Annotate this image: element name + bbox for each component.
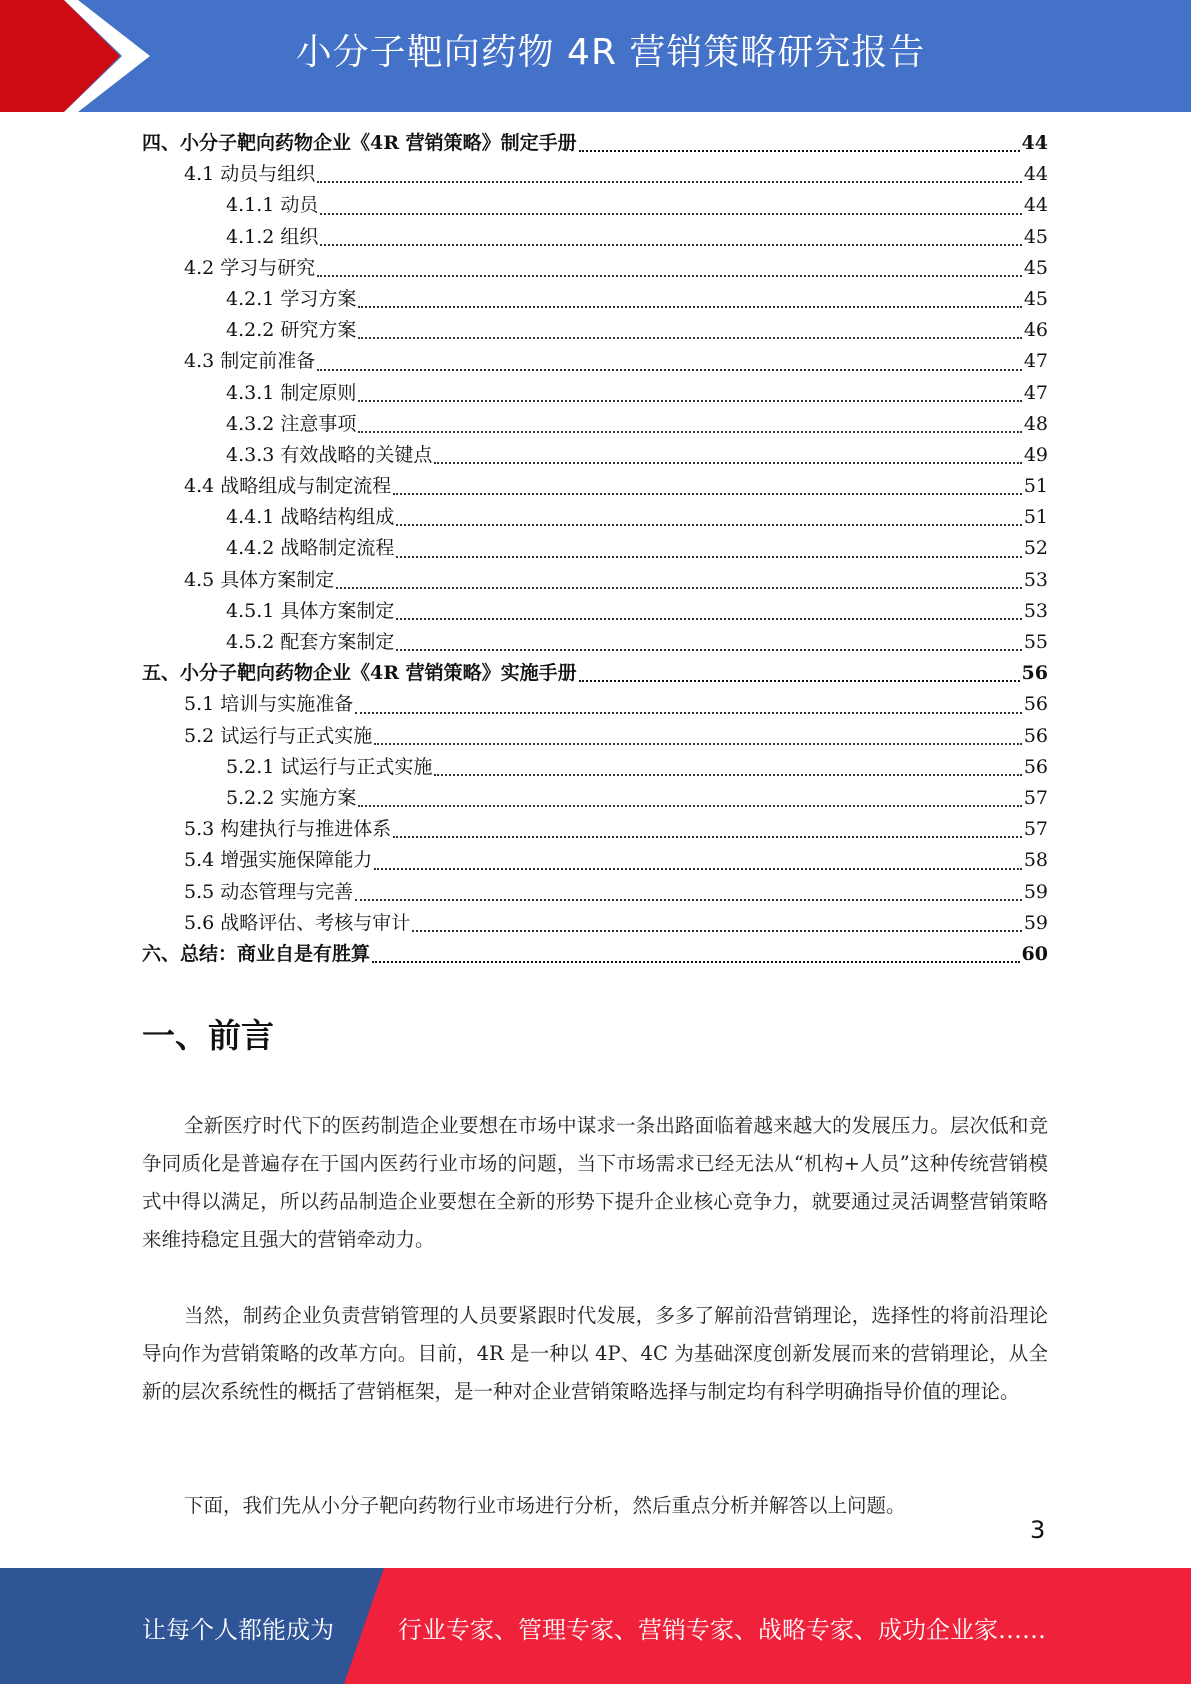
toc-entry-page: 51 bbox=[1023, 506, 1048, 529]
intro-paragraph-2: 当然，制药企业负责营销管理的人员要紧跟时代发展，多多了解前沿营销理论，选择性的将前沿理论导向作为营销策略的改革方向。目前，4R 是一种以 4P、4C 为基础深度创新发展而来的营销理论，从全新的层次系统性的概括了营销框架，是一种对企业营销策略选择与制定均有科学明确指导价值的理论。 bbox=[142, 1304, 1048, 1403]
toc-entry-page: 60 bbox=[1021, 942, 1048, 965]
toc-entry-page: 56 bbox=[1021, 662, 1048, 685]
toc-dot-leader bbox=[320, 236, 1021, 246]
toc-dot-leader bbox=[396, 516, 1021, 526]
intro-paragraph-1: 全新医疗时代下的医药制造企业要想在市场中谋求一条出路面临着越来越大的发展压力。层次低和竞争同质化是普遍存在于国内医药行业市场的问题，当下市场需求已经无法从“机构+人员”这种传统营销模式中得以满足，所以药品制造企业要想在全新的形势下提升企业核心竞争力，就要通过灵活调整营销策略来维持稳定且强大的营销牵动力。 bbox=[142, 1114, 1048, 1251]
toc-entry-page: 55 bbox=[1023, 631, 1048, 653]
toc-entry-label: 4.5 具体方案制定 bbox=[184, 568, 335, 591]
toc-entry-label: 5.2.2 实施方案 bbox=[226, 786, 357, 809]
toc-dot-leader bbox=[579, 142, 1020, 152]
toc-entry[interactable] bbox=[142, 128, 1048, 159]
toc-entry[interactable] bbox=[142, 627, 1048, 658]
toc-dot-leader bbox=[320, 205, 1021, 215]
toc-entry[interactable] bbox=[142, 159, 1048, 190]
toc-entry-label: 4.3.1 制定原则 bbox=[226, 381, 357, 404]
toc-entry-label: 5.1 培训与实施准备 bbox=[184, 693, 354, 716]
toc-entry-page: 44 bbox=[1023, 194, 1048, 217]
toc-entry-label: 4.4.1 战略结构组成 bbox=[226, 506, 395, 529]
toc-dot-leader bbox=[317, 173, 1022, 183]
toc-entry[interactable] bbox=[142, 939, 1048, 970]
toc-entry-label: 5.5 动态管理与完善 bbox=[184, 880, 354, 903]
table-of-contents bbox=[142, 128, 1048, 970]
toc-entry-label: 4.3 制定前准备 bbox=[184, 350, 316, 373]
toc-entry[interactable] bbox=[142, 783, 1048, 814]
toc-dot-leader bbox=[358, 298, 1021, 308]
toc-dot-leader bbox=[434, 766, 1021, 776]
toc-entry-page: 52 bbox=[1023, 537, 1048, 560]
toc-entry-page: 45 bbox=[1023, 256, 1048, 279]
toc-dot-leader bbox=[358, 392, 1021, 402]
toc-dot-leader bbox=[355, 891, 1022, 901]
toc-entry-page: 56 bbox=[1023, 724, 1048, 747]
footer-slogan-left: 让每个人都能成为 bbox=[142, 1616, 334, 1644]
toc-entry-label: 4.3.3 有效战略的关键点 bbox=[226, 443, 433, 466]
toc-entry[interactable] bbox=[142, 721, 1048, 752]
toc-dot-leader bbox=[374, 735, 1022, 745]
toc-entry-page: 46 bbox=[1023, 319, 1048, 342]
toc-dot-leader bbox=[579, 672, 1020, 682]
toc-entry[interactable] bbox=[142, 440, 1048, 471]
toc-entry[interactable] bbox=[142, 315, 1048, 346]
toc-entry-page: 48 bbox=[1023, 412, 1048, 435]
page-footer bbox=[0, 1568, 1191, 1684]
toc-entry[interactable] bbox=[142, 689, 1048, 720]
toc-entry[interactable] bbox=[142, 845, 1048, 876]
toc-entry-label: 五、小分子靶向药物企业《4R 营销策略》实施手册 bbox=[142, 662, 577, 685]
toc-entry[interactable] bbox=[142, 814, 1048, 845]
toc-entry-label: 5.6 战略评估、考核与审计 bbox=[184, 911, 411, 934]
toc-entry[interactable] bbox=[142, 908, 1048, 939]
toc-entry[interactable] bbox=[142, 596, 1048, 627]
toc-entry-label: 4.1.2 组织 bbox=[226, 225, 319, 248]
page-header bbox=[0, 0, 1191, 112]
toc-entry[interactable] bbox=[142, 222, 1048, 253]
toc-entry-page: 57 bbox=[1023, 786, 1048, 809]
intro-paragraph-3: 下面，我们先从小分子靶向药物行业市场进行分析，然后重点分析并解答以上问题。 bbox=[184, 1494, 906, 1517]
toc-entry-label: 4.4 战略组成与制定流程 bbox=[184, 475, 392, 498]
toc-entry-page: 53 bbox=[1023, 599, 1048, 622]
toc-entry-page: 51 bbox=[1023, 475, 1048, 498]
toc-entry-label: 4.2.1 学习方案 bbox=[226, 287, 357, 310]
toc-entry[interactable] bbox=[142, 533, 1048, 564]
toc-entry[interactable] bbox=[142, 752, 1048, 783]
toc-entry-label: 4.2.2 研究方案 bbox=[226, 319, 357, 342]
toc-entry[interactable] bbox=[142, 409, 1048, 440]
toc-dot-leader bbox=[396, 548, 1021, 558]
toc-entry-page: 45 bbox=[1023, 225, 1048, 248]
toc-entry[interactable] bbox=[142, 565, 1048, 596]
toc-dot-leader bbox=[336, 579, 1022, 589]
toc-entry[interactable] bbox=[142, 253, 1048, 284]
toc-dot-leader bbox=[396, 641, 1021, 651]
toc-entry-label: 5.2 试运行与正式实施 bbox=[184, 724, 373, 747]
toc-entry[interactable] bbox=[142, 658, 1048, 689]
toc-dot-leader bbox=[396, 610, 1021, 620]
toc-entry[interactable] bbox=[142, 378, 1048, 409]
toc-dot-leader bbox=[393, 828, 1022, 838]
toc-entry-label: 4.1 动员与组织 bbox=[184, 163, 316, 186]
section-heading: 一、前言 bbox=[142, 1016, 274, 1055]
toc-entry-label: 5.3 构建执行与推进体系 bbox=[184, 818, 392, 841]
toc-entry-label: 4.5.1 具体方案制定 bbox=[226, 599, 395, 622]
toc-entry-page: 57 bbox=[1023, 818, 1048, 841]
toc-entry[interactable] bbox=[142, 502, 1048, 533]
toc-dot-leader bbox=[358, 423, 1021, 433]
toc-entry-label: 4.5.2 配套方案制定 bbox=[226, 631, 395, 653]
toc-entry-page: 44 bbox=[1023, 163, 1048, 186]
toc-entry-page: 49 bbox=[1023, 443, 1048, 466]
toc-entry-page: 53 bbox=[1023, 568, 1048, 591]
toc-entry[interactable] bbox=[142, 877, 1048, 908]
toc-dot-leader bbox=[358, 329, 1021, 339]
toc-entry-page: 47 bbox=[1023, 381, 1048, 404]
page-number: 3 bbox=[1030, 1516, 1046, 1544]
toc-entry-page: 56 bbox=[1023, 693, 1048, 716]
toc-entry-page: 47 bbox=[1023, 350, 1048, 373]
toc-entry-page: 45 bbox=[1023, 287, 1048, 310]
toc-entry-page: 56 bbox=[1023, 755, 1048, 778]
toc-dot-leader bbox=[393, 485, 1022, 495]
toc-dot-leader bbox=[412, 922, 1022, 932]
toc-entry-label: 5.2.1 试运行与正式实施 bbox=[226, 755, 433, 778]
toc-dot-leader bbox=[434, 454, 1021, 464]
toc-dot-leader bbox=[358, 797, 1021, 807]
toc-dot-leader bbox=[355, 704, 1022, 714]
toc-entry-page: 44 bbox=[1021, 132, 1048, 154]
toc-entry-page: 59 bbox=[1023, 880, 1048, 903]
toc-entry[interactable] bbox=[142, 471, 1048, 502]
toc-dot-leader bbox=[317, 361, 1022, 371]
toc-entry[interactable] bbox=[142, 284, 1048, 315]
header-title: 小分子靶向药物 4R 营销策略研究报告 bbox=[295, 32, 926, 73]
footer-slogan-right: 行业专家、管理专家、营销专家、战略专家、成功企业家…… bbox=[398, 1616, 1046, 1644]
toc-entry-label: 4.3.2 注意事项 bbox=[226, 412, 357, 435]
toc-dot-leader bbox=[374, 860, 1022, 870]
toc-entry-label: 四、小分子靶向药物企业《4R 营销策略》制定手册 bbox=[142, 132, 577, 154]
toc-entry-label: 4.2 学习与研究 bbox=[184, 256, 316, 279]
toc-entry-label: 4.1.1 动员 bbox=[226, 194, 319, 217]
toc-entry[interactable] bbox=[142, 190, 1048, 221]
toc-dot-leader bbox=[372, 953, 1020, 963]
toc-entry[interactable] bbox=[142, 346, 1048, 377]
toc-entry-page: 58 bbox=[1023, 849, 1048, 872]
toc-dot-leader bbox=[317, 267, 1022, 277]
toc-entry-label: 六、总结：商业自是有胜算 bbox=[142, 942, 371, 965]
toc-entry-label: 5.4 增强实施保障能力 bbox=[184, 849, 373, 872]
toc-entry-page: 59 bbox=[1023, 911, 1048, 934]
toc-entry-label: 4.4.2 战略制定流程 bbox=[226, 537, 395, 560]
